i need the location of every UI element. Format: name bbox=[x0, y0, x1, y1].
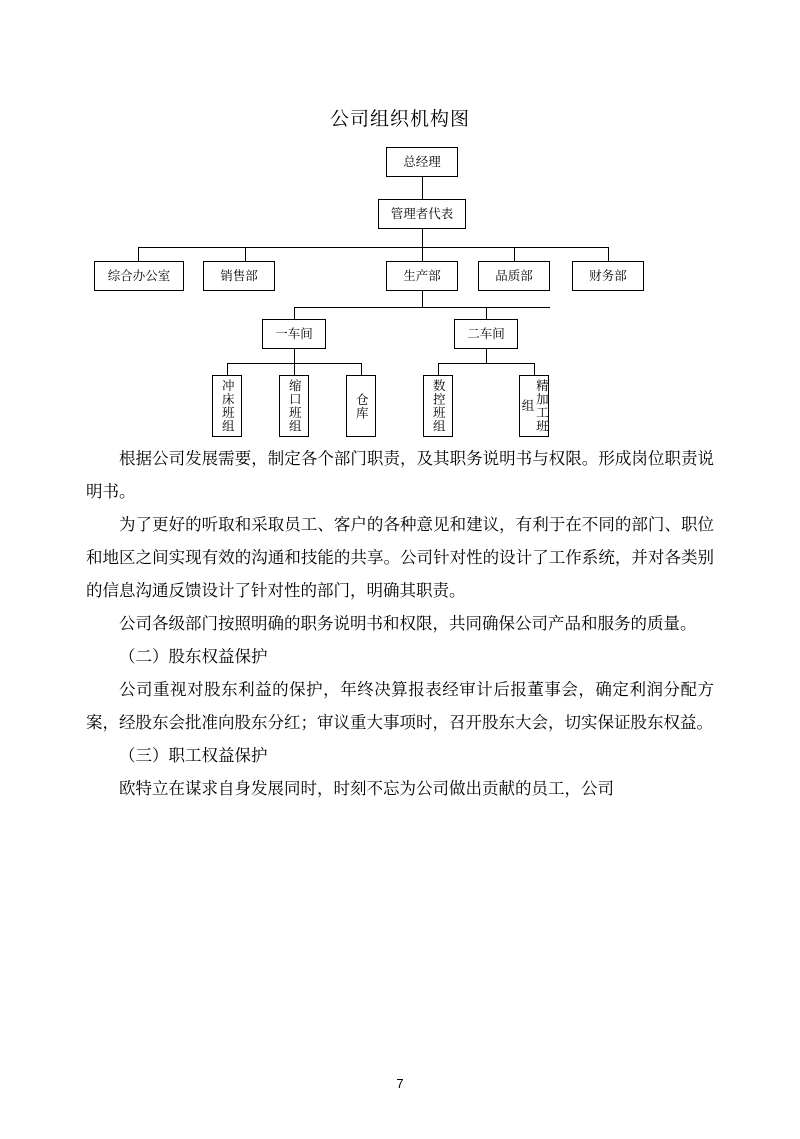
connector bbox=[294, 307, 295, 319]
paragraph: （二）股东权益保护 bbox=[119, 648, 268, 666]
connector bbox=[486, 307, 487, 319]
paragraph: 欧特立在谋求自身发展同时，时刻不忘为公司做出贡献的员工，公司 bbox=[119, 780, 614, 798]
node-team-punch: 冲床班组 bbox=[212, 375, 242, 437]
connector bbox=[438, 363, 439, 375]
node-admin-office: 综合办公室 bbox=[94, 261, 184, 291]
connector bbox=[294, 307, 550, 308]
paragraph: 根据公司发展需要，制定各个部门职责，及其职务说明书与权限。形成岗位职责说明书。 bbox=[86, 450, 714, 501]
connector bbox=[422, 229, 423, 247]
connector bbox=[245, 247, 246, 261]
connector bbox=[227, 363, 228, 375]
connector bbox=[514, 247, 515, 261]
node-team-cnc: 数控班组 bbox=[423, 375, 453, 437]
node-workshop-1: 一车间 bbox=[262, 319, 326, 349]
connector bbox=[422, 291, 423, 307]
connector bbox=[138, 247, 139, 261]
node-team-warehouse: 仓库 bbox=[346, 375, 376, 437]
page-number: 7 bbox=[396, 1076, 404, 1091]
connector bbox=[294, 349, 295, 363]
node-management-rep: 管理者代表 bbox=[378, 199, 466, 229]
connector bbox=[361, 363, 362, 375]
paragraph: 为了更好的听取和采取员工、客户的各种意见和建议，有利于在不同的部门、职位和地区之间实现有效的沟通和技能的共享。公司针对性的设计了工作系统，并对各类别的信息沟通反馈设计了针对性的部门，明确其职责。 bbox=[86, 516, 714, 600]
connector bbox=[486, 349, 487, 363]
node-sales-dept: 销售部 bbox=[203, 261, 275, 291]
org-chart-title: 公司组织机构图 bbox=[329, 109, 470, 130]
paragraph: 公司重视对股东利益的保护，年终决算报表经审计后报董事会，确定利润分配方案，经股东会批准向股东分红；审议重大事项时，召开股东大会，切实保证股东权益。 bbox=[86, 681, 714, 732]
connector bbox=[294, 363, 295, 375]
paragraph: （三）职工权益保护 bbox=[119, 747, 268, 765]
connector bbox=[422, 177, 423, 199]
node-finance-dept: 财务部 bbox=[572, 261, 644, 291]
connector bbox=[138, 247, 608, 248]
org-chart bbox=[86, 147, 714, 437]
connector bbox=[534, 363, 535, 375]
connector bbox=[608, 247, 609, 261]
node-quality-dept: 品质部 bbox=[478, 261, 550, 291]
node-team-necking: 缩口班组 bbox=[279, 375, 309, 437]
node-general-manager: 总经理 bbox=[386, 147, 458, 177]
document-body bbox=[86, 443, 714, 806]
connector bbox=[422, 247, 423, 261]
paragraph: 公司各级部门按照明确的职务说明书和权限，共同确保公司产品和服务的质量。 bbox=[119, 615, 697, 633]
node-team-finishing: 精加工班组 bbox=[519, 375, 549, 437]
node-production-dept: 生产部 bbox=[386, 261, 458, 291]
node-workshop-2: 二车间 bbox=[454, 319, 518, 349]
connector bbox=[438, 363, 534, 364]
